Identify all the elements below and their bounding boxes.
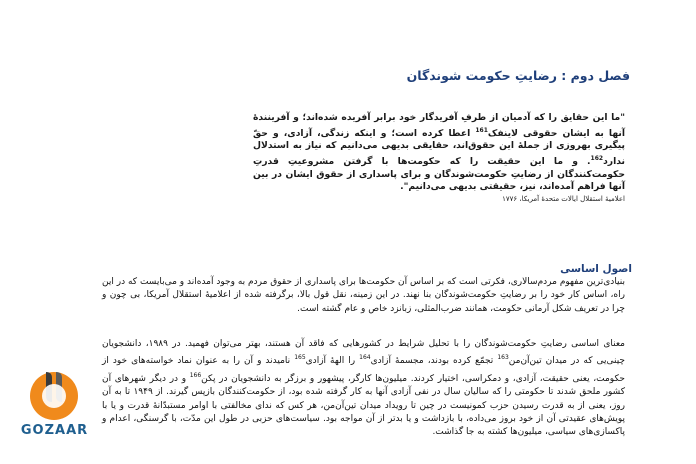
quote-text-c: . و ما این حقیقت را که حکومت‌ها با گرفتن مشروعیتِ قدرتِ حکومت‌کنندگان از رضایتِ حکومت‌شوندگان و برای پاسداری از حقوق ایشان در بین آنها فراهم آمده‌اند، نیز، حقیقتی بدیهی می‌دانیم". [253, 155, 625, 193]
paragraph-2-text-a: معنای اساسی رضایتِ حکومت‌شوندگان را با تحلیل شرایط در کشورهایی که فاقد آن هستند، بهتر می‌توان فهمید. در ۱۹۸۹، دانشجویان چینی‌یی که در میدان تین‌آن‌من [102, 339, 625, 367]
paragraph-1: بنیادی‌ترین مفهوم مردم‌سالاری، فکرتی است که بر اساس آن حکومت‌ها برای پاسداری از حقوق مردم به وجود آمده‌اند و می‌بایست که در این راه، اساس کار خود را بر رضایتِ حکومت‌شوندگان بنا نهند. در این زمینه، نقل قول بالا، برگرفته شده از اعلامیۀ استقلال آمریکا، بی چون و چرا در تعریف شکل آرمانی حکومت، همانند ضرب‌المثلی، زبانزد خاص و عام گشته است. [102, 277, 625, 314]
footnote-165[interactable]: 165 [294, 354, 306, 362]
footnote-166[interactable]: 166 [189, 371, 202, 379]
paragraph-2-text-d: نامیدند و آن را به عنوان نماد خواسته‌های خود از حکومت، یعنی حقیقت، آزادی، و دمکراسی، اختیار کردند. میلیون‌ها کارگر، پیشهور و برزگر به دانشجویان در پکن [102, 356, 625, 384]
footnote-164[interactable]: 164 [359, 354, 371, 362]
quote-text-b: اعطا کرده است؛ و اینکه زندگی، آزادی، و حقّ پیگیری بهروزی از جملۀ این حقوق‌اند، حقایقی بدیهی می‌دانیم که نیاز به استدلال ندارد [253, 127, 625, 167]
paragraph-2-text-e: و در دیگر شهرهای آن کشور ملحق شدند تا حکومتی را که سالیان سال در نفی آزادی آنها به کار گرفته شده بود، از حکومت‌کنندگان بازپس گیرند. از ۱۹۴۹ تا به آن روز، یعنی از به قدرت رسیدن حزب کمونیست در چین تا رویداد میدان تین‌آن‌من، هر کس که ندای مخالفتی با اوامر مستبدّانۀ قدرت و یا با پویش‌های عقیدتی آن از خود بروز می‌داده، با بازداشت و یا بدتر از آن مواجه بود. سیاست‌های حزبی در طول این مدّت، با گرسنگی، اعدام و پاکسازی‌های سیاسی، میلیون‌ها کشته به جا گذاشت. [102, 373, 625, 438]
paragraph-2-text-b: تجمّع کرده بودند، مجسمۀ آزادی [370, 356, 498, 367]
quote-block [253, 112, 625, 194]
quote-text-a: "ما این حقایق را که آدمیان از طرفِ آفریدگار خود برابر آفریده شده‌اند؛ و آفرینندۀ آنها به ایشان حقوقی لاینفک [253, 112, 625, 139]
footnote-163[interactable]: 163 [497, 354, 509, 362]
paragraph-2-text-c: را الهۀ آزادی [305, 356, 360, 367]
footnote-162[interactable]: 162 [590, 154, 604, 162]
footnote-161[interactable]: 161 [475, 126, 488, 134]
quote-source: اعلامیۀ استقلال ایالات متحدۀ آمریکا، ۱۷۷۶ [502, 195, 625, 203]
gozaar-logo-icon [26, 366, 82, 422]
gozaar-logo-text: GOZAAR [20, 423, 89, 438]
gozaar-logo [12, 366, 97, 446]
paragraph-2 [102, 338, 625, 440]
chapter-title: فصل دوم : رضایتِ حکومت شوندگان [406, 68, 630, 83]
section-title: اصول اساسی [560, 263, 632, 275]
